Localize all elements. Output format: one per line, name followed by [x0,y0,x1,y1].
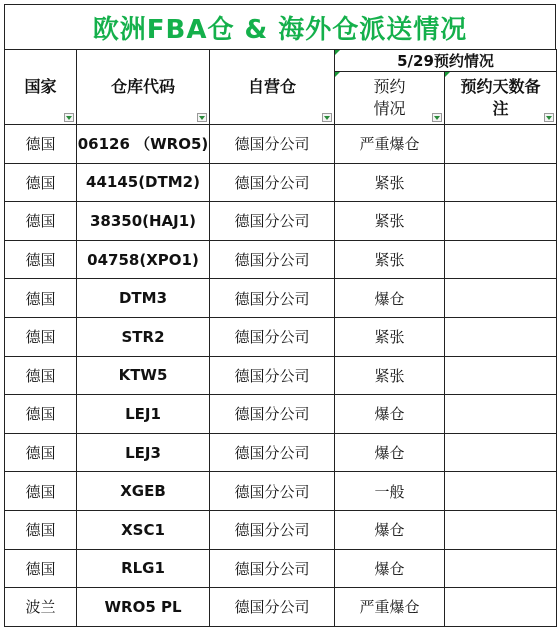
table-row [5,472,557,511]
cell-appointment-note[interactable] [445,279,557,318]
cell-country[interactable]: 德国 [5,317,77,356]
header-appointment-status [335,72,445,125]
spreadsheet [4,4,556,627]
cell-warehouse-code[interactable]: RLG1 [77,549,210,588]
table-row [5,588,557,627]
header-warehouse-code-label: 仓库代码 [110,77,175,96]
filter-dropdown-icon[interactable] [64,113,74,122]
cell-self-operated[interactable]: 德国分公司 [210,356,335,395]
cell-self-operated[interactable]: 德国分公司 [210,317,335,356]
sheet-title: 欧洲FBA仓 & 海外仓派送情况 [4,4,556,49]
cell-country[interactable]: 德国 [5,202,77,241]
table-row [5,356,557,395]
cell-warehouse-code[interactable]: XGEB [77,472,210,511]
table-row [5,549,557,588]
cell-country[interactable]: 德国 [5,433,77,472]
header-warehouse-code [77,50,210,125]
cell-warehouse-code[interactable]: 44145(DTM2) [77,163,210,202]
cell-appointment-status[interactable]: 紧张 [335,240,445,279]
cell-appointment-status[interactable]: 爆仓 [335,510,445,549]
cell-appointment-note[interactable] [445,395,557,434]
cell-country[interactable]: 德国 [5,240,77,279]
cell-appointment-status[interactable]: 紧张 [335,202,445,241]
filter-dropdown-icon[interactable] [197,113,207,122]
cell-self-operated[interactable]: 德国分公司 [210,202,335,241]
comment-marker [445,72,450,77]
cell-appointment-note[interactable] [445,240,557,279]
cell-country[interactable]: 波兰 [5,588,77,627]
filter-dropdown-icon[interactable] [322,113,332,122]
cell-country[interactable]: 德国 [5,395,77,434]
cell-warehouse-code[interactable]: LEJ3 [77,433,210,472]
cell-warehouse-code[interactable]: STR2 [77,317,210,356]
cell-appointment-note[interactable] [445,163,557,202]
header-appointment-days-note-label: 预约天数备 注 [460,77,541,118]
cell-warehouse-code[interactable]: KTW5 [77,356,210,395]
cell-self-operated[interactable]: 德国分公司 [210,240,335,279]
header-appointment-status-label: 预约 情况 [373,77,406,118]
cell-appointment-status[interactable]: 紧张 [335,163,445,202]
cell-appointment-status[interactable]: 严重爆仓 [335,588,445,627]
cell-country[interactable]: 德国 [5,472,77,511]
table-row [5,279,557,318]
cell-warehouse-code[interactable]: WRO5 PL [77,588,210,627]
header-date-group [335,50,557,72]
table-row [5,433,557,472]
cell-country[interactable]: 德国 [5,356,77,395]
cell-appointment-status[interactable]: 一般 [335,472,445,511]
cell-country[interactable]: 德国 [5,549,77,588]
header-self-operated-label: 自营仓 [247,77,296,96]
cell-self-operated[interactable]: 德国分公司 [210,395,335,434]
cell-country[interactable]: 德国 [5,510,77,549]
cell-appointment-status[interactable]: 紧张 [335,356,445,395]
cell-warehouse-code[interactable]: DTM3 [77,279,210,318]
cell-appointment-note[interactable] [445,202,557,241]
header-appointment-days-note [445,72,557,125]
cell-warehouse-code[interactable]: 06126 （WRO5) [77,125,210,164]
header-self-operated [210,50,335,125]
header-country [5,50,77,125]
cell-self-operated[interactable]: 德国分公司 [210,163,335,202]
cell-warehouse-code[interactable]: 04758(XPO1) [77,240,210,279]
cell-self-operated[interactable]: 德国分公司 [210,125,335,164]
cell-appointment-note[interactable] [445,356,557,395]
table-row [5,163,557,202]
filter-dropdown-icon[interactable] [544,113,554,122]
table-row [5,125,557,164]
cell-appointment-status[interactable]: 紧张 [335,317,445,356]
cell-appointment-note[interactable] [445,433,557,472]
cell-appointment-note[interactable] [445,125,557,164]
cell-self-operated[interactable]: 德国分公司 [210,279,335,318]
cell-appointment-status[interactable]: 爆仓 [335,433,445,472]
table-row [5,240,557,279]
header-country-label: 国家 [24,77,57,96]
cell-appointment-note[interactable] [445,510,557,549]
table-row [5,202,557,241]
cell-self-operated[interactable]: 德国分公司 [210,433,335,472]
cell-appointment-status[interactable]: 严重爆仓 [335,125,445,164]
cell-appointment-note[interactable] [445,317,557,356]
cell-warehouse-code[interactable]: 38350(HAJ1) [77,202,210,241]
cell-appointment-note[interactable] [445,588,557,627]
header-date-group-label: 5/29预约情况 [397,52,494,70]
cell-appointment-status[interactable]: 爆仓 [335,279,445,318]
table-row [5,317,557,356]
cell-appointment-note[interactable] [445,549,557,588]
cell-self-operated[interactable]: 德国分公司 [210,510,335,549]
cell-country[interactable]: 德国 [5,125,77,164]
warehouse-table [4,49,557,627]
cell-warehouse-code[interactable]: XSC1 [77,510,210,549]
cell-self-operated[interactable]: 德国分公司 [210,588,335,627]
comment-marker [335,50,340,55]
table-row [5,395,557,434]
cell-self-operated[interactable]: 德国分公司 [210,472,335,511]
table-row [5,510,557,549]
cell-country[interactable]: 德国 [5,163,77,202]
cell-appointment-status[interactable]: 爆仓 [335,395,445,434]
cell-appointment-note[interactable] [445,472,557,511]
cell-self-operated[interactable]: 德国分公司 [210,549,335,588]
filter-dropdown-icon[interactable] [432,113,442,122]
comment-marker [335,72,340,77]
cell-appointment-status[interactable]: 爆仓 [335,549,445,588]
cell-warehouse-code[interactable]: LEJ1 [77,395,210,434]
cell-country[interactable]: 德国 [5,279,77,318]
